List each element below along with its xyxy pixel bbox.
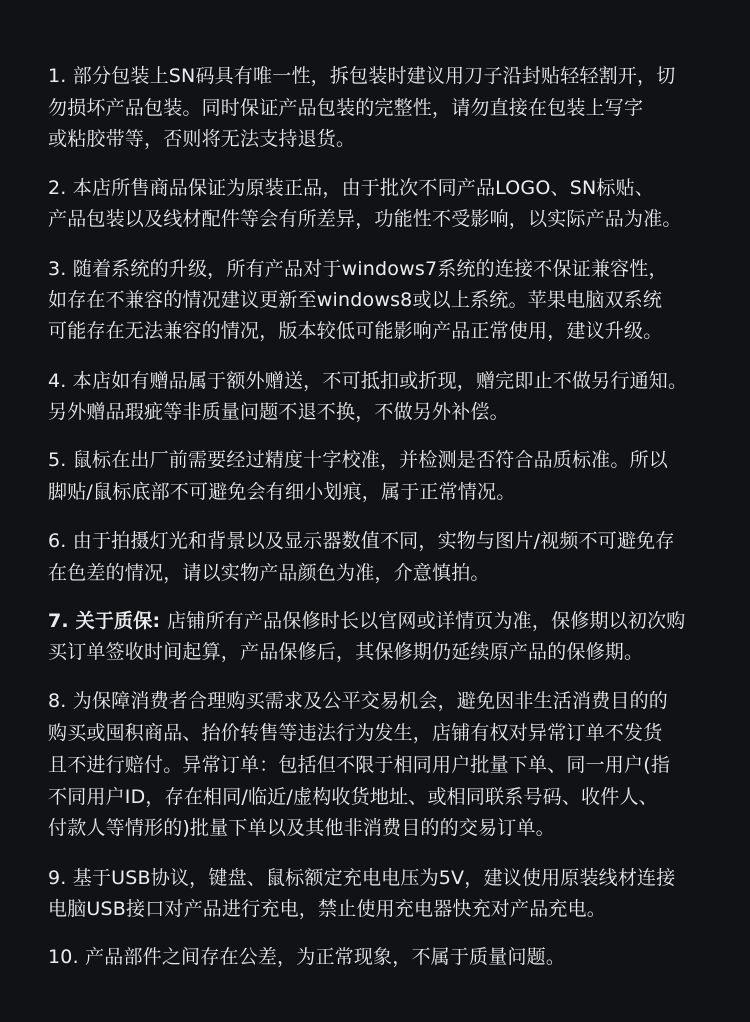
notice-line: 付款人等情形的)批量下单以及其他非消费目的的交易订单。 — [48, 817, 555, 839]
notice-line: 6. 由于拍摄灯光和背景以及显示器数值不同，实物与图片/视频不可避免存 — [48, 530, 675, 552]
notice-line: 10. 产品部件之间存在公差，为正常现象，不属于质量问题。 — [48, 946, 566, 968]
notice-line: 勿损坏产品包装。同时保证产品包装的完整性，请勿直接在包装上写字 — [48, 97, 644, 119]
notice-line: 另外赠品瑕疵等非质量问题不退不换，不做另外补偿。 — [48, 401, 509, 423]
notice-line: 电脑USB接口对产品进行充电，禁止使用充电器快充对产品充电。 — [48, 898, 607, 920]
notice-line: 1. 部分包装上SN码具有唯一性，拆包装时建议用刀子沿封贴轻轻割开，切 — [48, 65, 676, 87]
notice-line: 脚贴/鼠标底部不可避免会有细小划痕，属于正常情况。 — [48, 481, 516, 503]
notice-line: 不同用户ID，存在相同/临近/虚构收货地址、或相同联系号码、收件人、 — [48, 786, 658, 808]
notice-line: 且不进行赔付。异常订单：包括但不限于相同用户批量下单、同一用户(指 — [48, 754, 671, 776]
notice-line: 4. 本店如有赠品属于额外赠送，不可抵扣或折现，赠完即止不做另行通知。 — [48, 370, 688, 392]
notice-line: 购买或囤积商品、抬价转售等违法行为发生，店铺有权对异常订单不发货 — [48, 722, 663, 744]
warranty-heading: 7. 关于质保: — [48, 610, 168, 632]
notice-line: 如存在不兼容的情况建议更新至windows8或以上系统。苹果电脑双系统 — [48, 289, 663, 311]
notice-line-text: 店铺所有产品保修时长以官网或详情页为准，保修期以初次购 — [167, 610, 686, 632]
notice-line — [48, 609, 720, 633]
notice-line: 2. 本店所售商品保证为原装正品，由于批次不同产品LOGO、SN标贴、 — [48, 177, 654, 199]
notice-line: 买订单签收时间起算，产品保修后，其保修期仍延续原产品的保修期。 — [48, 641, 644, 663]
notice-line: 3. 随着系统的升级，所有产品对于windows7系统的连接不保证兼容性， — [48, 258, 668, 280]
notice-line: 在色差的情况，请以实物产品颜色为准，介意慎拍。 — [48, 562, 490, 584]
notice-line: 8. 为保障消费者合理购买需求及公平交易机会，避免因非生活消费目的的 — [48, 690, 668, 712]
notice-line: 产品包装以及线材配件等会有所差异，功能性不受影响，以实际产品为准。 — [48, 208, 682, 230]
notice-line: 或粘胶带等，否则将无法支持退货。 — [48, 128, 356, 150]
notice-line: 可能存在无法兼容的情况，版本较低可能影响产品正常使用，建议升级。 — [48, 320, 663, 342]
notice-line: 5. 鼠标在出厂前需要经过精度十字校准，并检测是否符合品质标准。所以 — [48, 449, 668, 471]
notice-line: 9. 基于USB协议，键盘、鼠标额定充电电压为5V，建议使用原装线材连接 — [48, 867, 676, 889]
